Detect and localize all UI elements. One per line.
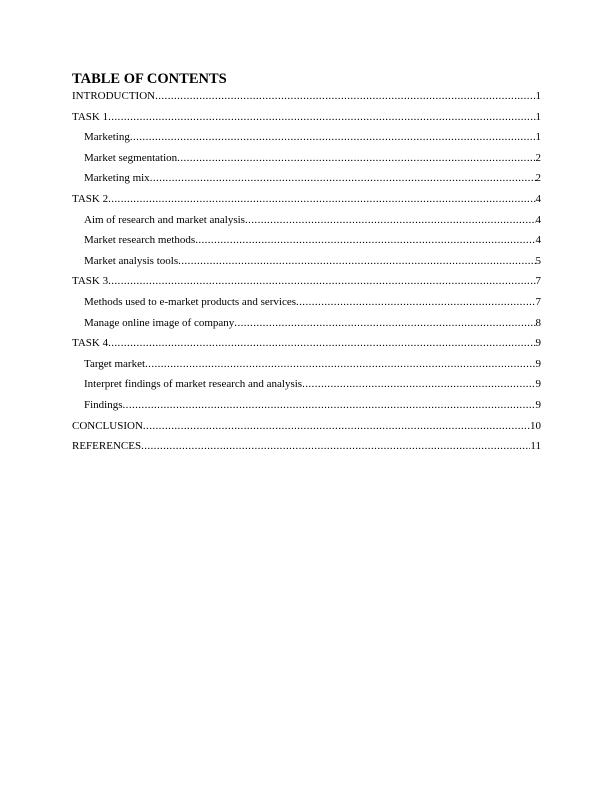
toc-entry-page-number: 7 (535, 275, 541, 288)
dot-leader (108, 333, 535, 354)
toc-heading: TABLE OF CONTENTS (72, 71, 227, 87)
toc-entry-market-segmentation[interactable] (72, 148, 541, 169)
toc-entry-label: TASK 3 (72, 275, 109, 288)
toc-entry-label: Manage online image of company (84, 316, 235, 329)
toc-entry-task-2[interactable] (72, 189, 541, 210)
toc-entry-task-3[interactable] (72, 271, 541, 292)
toc-entry-page-number: 9 (535, 398, 541, 411)
toc-entry-label: Aim of research and market analysis (84, 213, 245, 226)
toc-entry-label: Marketing (84, 131, 130, 144)
toc-entry-references[interactable] (72, 436, 541, 457)
dot-leader (108, 271, 535, 292)
dot-leader (195, 230, 535, 251)
toc-entry-page-number: 8 (535, 316, 541, 329)
dot-leader (302, 374, 535, 395)
dot-leader (150, 168, 536, 189)
dot-leader (141, 436, 530, 457)
toc-entry-aim-of-research[interactable] (72, 210, 541, 231)
toc-entry-page-number: 5 (535, 254, 541, 267)
toc-entry-label: REFERENCES (72, 440, 142, 453)
toc-entry-findings[interactable] (72, 395, 541, 416)
table-of-contents (72, 86, 541, 457)
dot-leader (177, 148, 535, 169)
toc-entry-page-number: 9 (535, 378, 541, 391)
toc-entry-task-4[interactable] (72, 333, 541, 354)
toc-entry-page-number: 1 (535, 90, 541, 102)
dot-leader (123, 395, 536, 416)
dot-leader (155, 86, 535, 107)
dot-leader (145, 354, 535, 375)
toc-entry-label: Market analysis tools (84, 254, 179, 267)
toc-entry-target-market[interactable] (72, 354, 541, 375)
toc-entry-label: Market research methods (84, 234, 196, 247)
toc-entry-label: Findings (84, 398, 123, 411)
toc-entry-label: INTRODUCTION (72, 90, 156, 102)
toc-entry-page-number: 4 (535, 213, 541, 226)
dot-leader (245, 210, 536, 231)
dot-leader (108, 189, 535, 210)
toc-entry-label: CONCLUSION (72, 419, 143, 432)
toc-entry-market-analysis-tools[interactable] (72, 251, 541, 272)
toc-entry-market-research-methods[interactable] (72, 230, 541, 251)
toc-entry-page-number: 7 (535, 295, 541, 308)
toc-entry-label: Methods used to e-market products and services (84, 295, 296, 308)
dot-leader (234, 313, 535, 334)
toc-entry-interpret-findings[interactable] (72, 374, 541, 395)
dot-leader (130, 127, 536, 148)
toc-entry-task-1[interactable] (72, 107, 541, 128)
toc-entry-label: Marketing mix (84, 172, 150, 185)
toc-entry-label: TASK 1 (72, 110, 109, 123)
toc-entry-online-image[interactable] (72, 313, 541, 334)
toc-entry-conclusion[interactable] (72, 416, 541, 437)
toc-entry-marketing-mix[interactable] (72, 168, 541, 189)
toc-entry-page-number: 10 (530, 419, 541, 432)
dot-leader (108, 107, 535, 128)
dot-leader (178, 251, 535, 272)
toc-entry-label: TASK 2 (72, 192, 109, 205)
toc-entry-marketing[interactable] (72, 127, 541, 148)
toc-entry-e-market-methods[interactable] (72, 292, 541, 313)
dot-leader (296, 292, 536, 313)
toc-entry-label: Market segmentation (84, 151, 178, 164)
toc-entry-label: Interpret findings of market research and analysis (84, 378, 303, 391)
toc-entry-page-number: 11 (530, 440, 541, 453)
toc-entry-label: Target market (84, 357, 146, 370)
toc-entry-page-number: 2 (535, 151, 541, 164)
toc-entry-page-number: 4 (535, 234, 541, 247)
toc-entry-page-number: 4 (535, 192, 541, 205)
toc-entry-introduction[interactable] (72, 86, 541, 107)
toc-entry-page-number: 1 (535, 131, 541, 144)
dot-leader (143, 416, 530, 437)
toc-entry-page-number: 1 (535, 110, 541, 123)
toc-entry-page-number: 9 (535, 337, 541, 350)
toc-entry-label: TASK 4 (72, 337, 109, 350)
toc-entry-page-number: 9 (535, 357, 541, 370)
toc-entry-page-number: 2 (535, 172, 541, 185)
